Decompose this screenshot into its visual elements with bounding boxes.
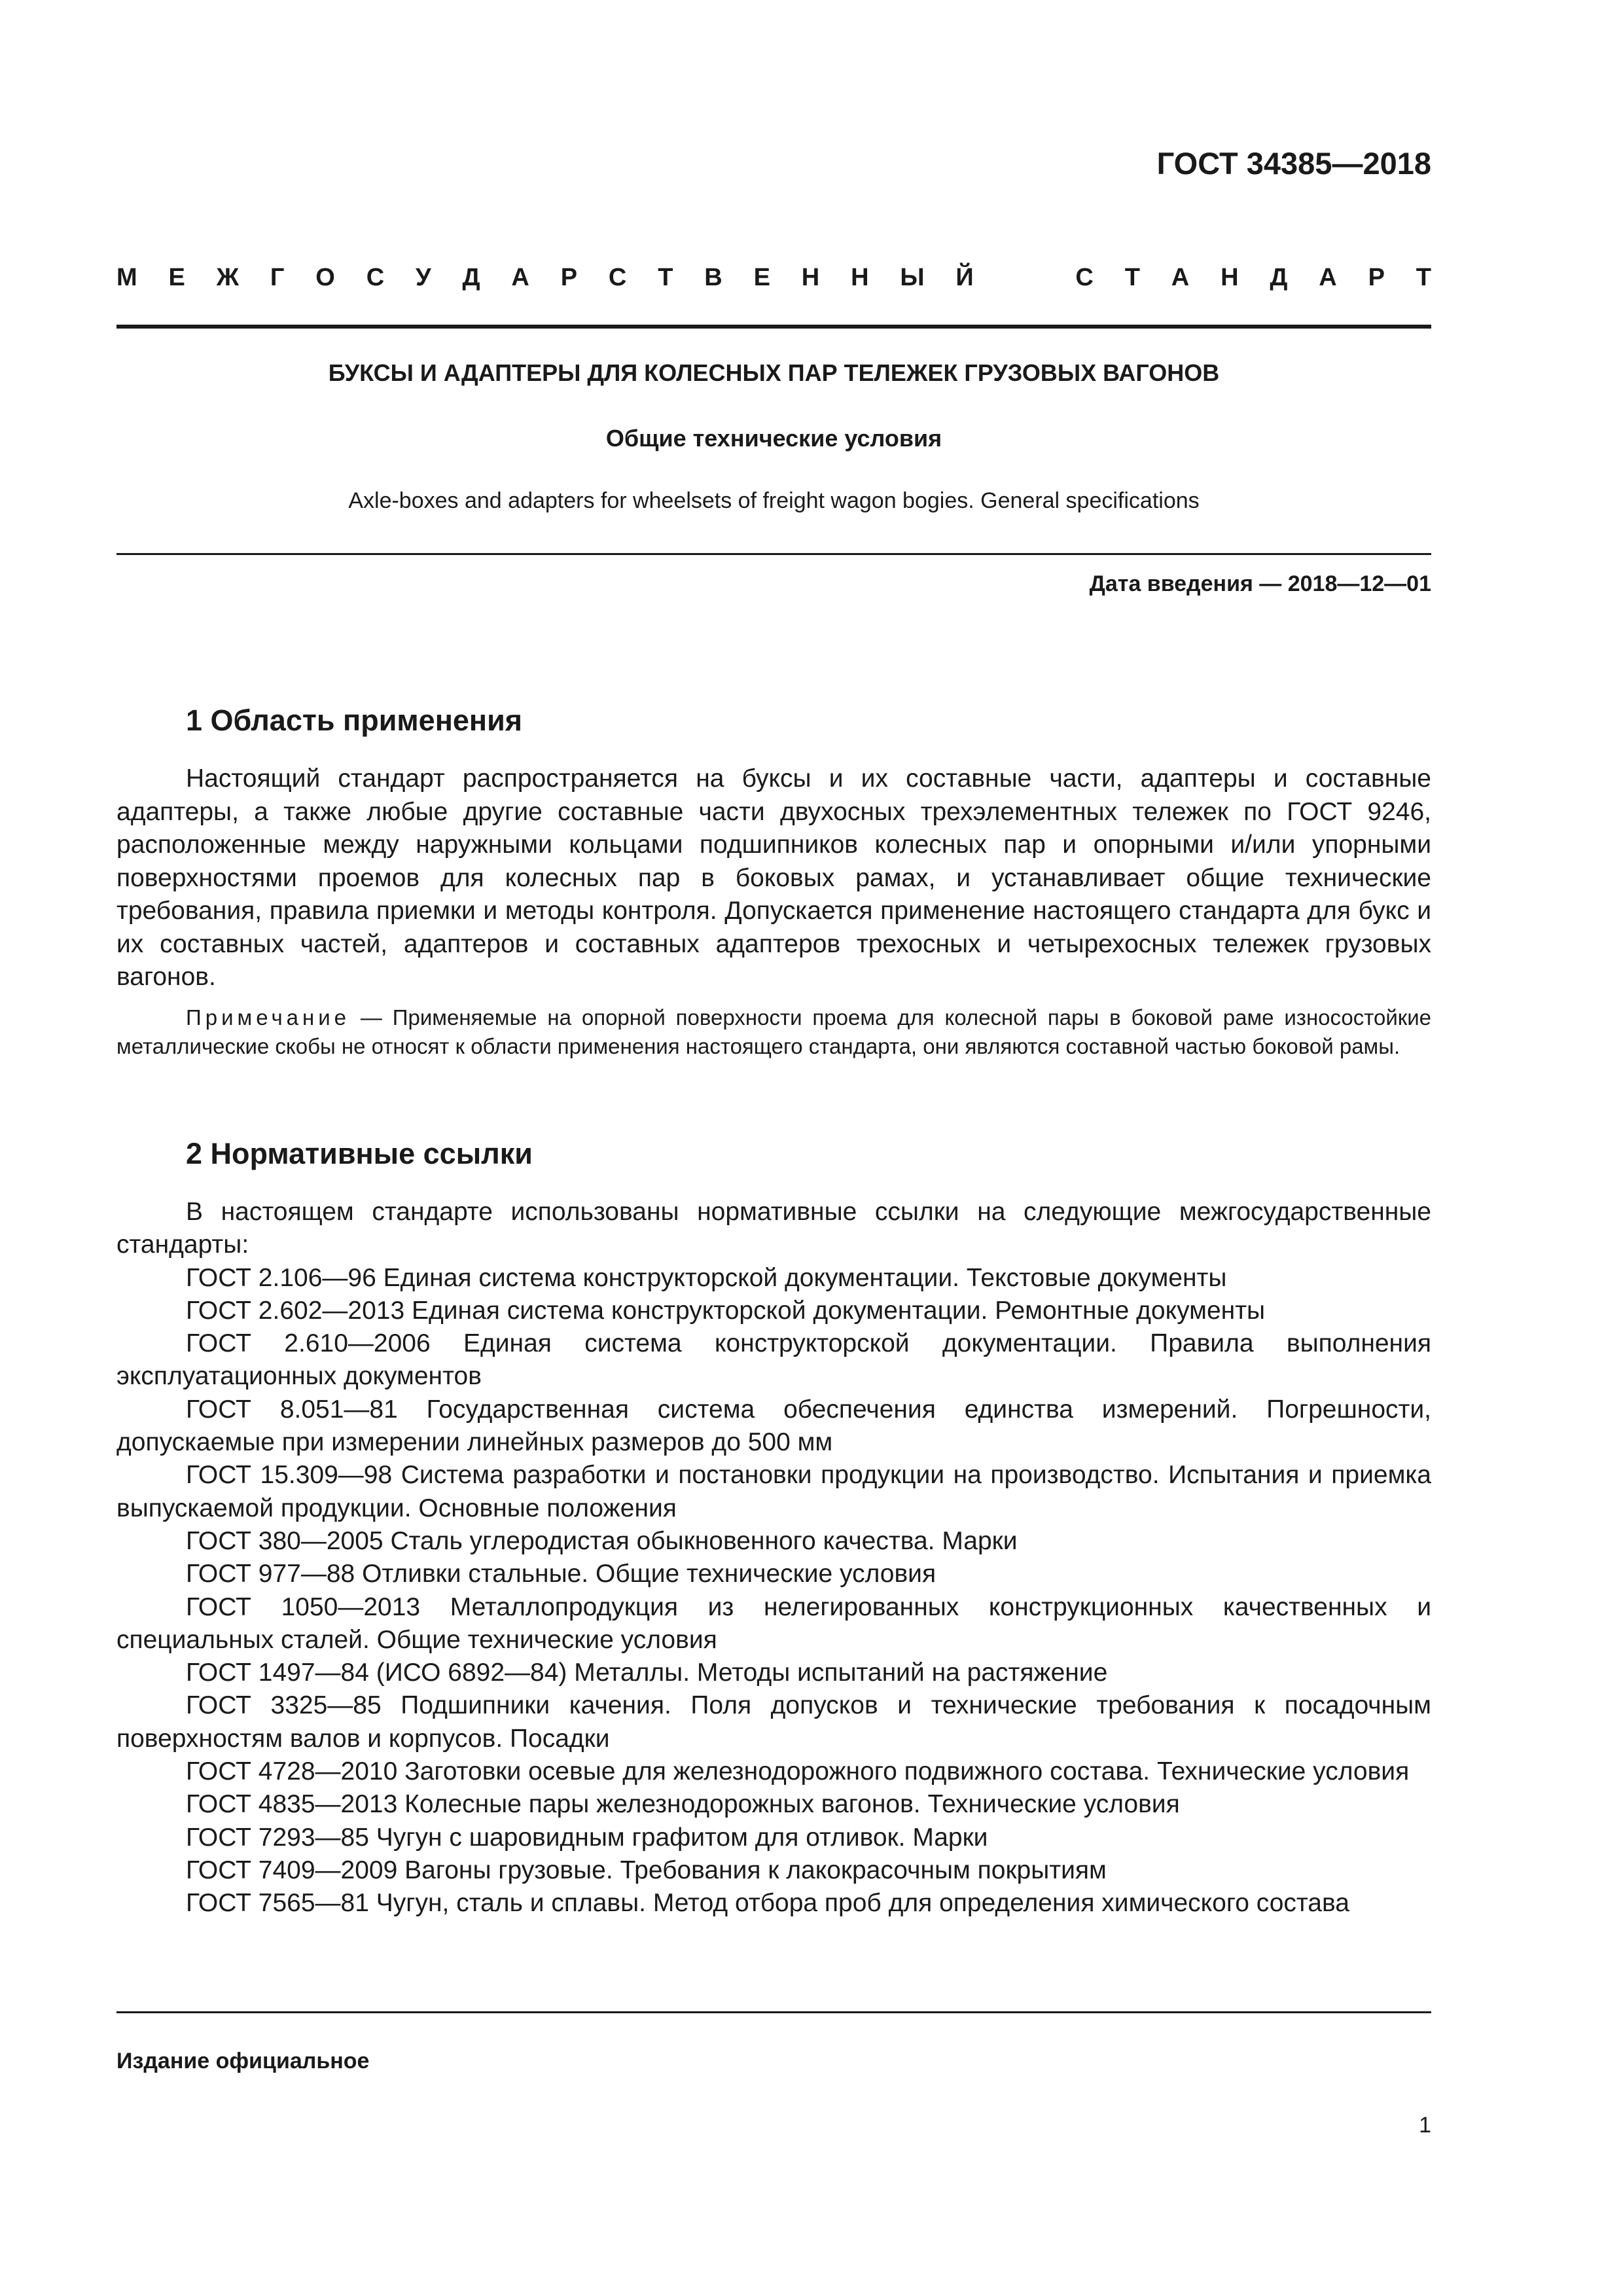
footer-rule <box>116 2011 1431 2013</box>
references-intro: В настоящем стандарте использованы нормативные ссылки на следующие межгосударственные стандарты: <box>116 1198 1431 1259</box>
document-subtitle: Общие технические условия <box>605 425 942 452</box>
banner-letter: У <box>416 264 431 291</box>
banner-letter: А <box>1319 264 1337 291</box>
banner-letter: Ж <box>216 264 240 291</box>
section-1-paragraph: Настоящий стандарт распространяется на буксы и их составные части, адаптеры и составные адаптеры, а также любые другие составные части двухосных трехэлементных тележек по ГОСТ 9246, расположенные между наружными кольцами подшипников колесных пар и опорными и/или упорными поверхностями проемов для колесных пар в боковых рамах, и устанавливает общие технические требования, правила приемки и методы контроля. Допускается применение настоящего стандарта для букс и их составных частей, адаптеров и составных адаптеров трехосных и четырехосных тележек грузовых вагонов. <box>116 764 1431 991</box>
section-1-note <box>116 1003 1431 1061</box>
banner-letter: Е <box>753 264 770 291</box>
page-number: 1 <box>1419 2113 1431 2138</box>
intro-date: Дата введения — 2018—12—01 <box>1089 571 1431 596</box>
banner-letter: Г <box>270 264 285 291</box>
banner-letter: Ы <box>900 264 925 291</box>
interstate-standard-banner <box>116 264 1431 292</box>
header-rule <box>116 325 1431 329</box>
note-label: Примечание <box>186 1005 351 1030</box>
banner-letter: М <box>116 264 137 291</box>
banner-letter: С <box>608 264 627 291</box>
title-rule <box>116 553 1431 555</box>
banner-letter: Н <box>851 264 869 291</box>
document-designation: ГОСТ 34385—2018 <box>1156 146 1431 181</box>
reference-item: ГОСТ 2.602—2013 Единая система конструкторской документации. Ремонтные документы <box>186 1296 1266 1325</box>
banner-letter: Т <box>1416 264 1431 291</box>
reference-item: ГОСТ 4835—2013 Колесные пары железнодорожных вагонов. Технические условия <box>186 1790 1180 1819</box>
section-2-heading: 2 Нормативные ссылки <box>186 1137 533 1170</box>
reference-item: ГОСТ 2.610—2006 Единая система конструкторской документации. Правила выполнения эксплуатационных документов <box>116 1329 1431 1391</box>
reference-item: ГОСТ 8.051—81 Государственная система обеспечения единства измерений. Погрешности, допускаемые при измерении линейных размеров до 500 мм <box>116 1395 1431 1457</box>
reference-item: ГОСТ 7409—2009 Вагоны грузовые. Требования к лакокрасочным покрытиям <box>186 1856 1107 1884</box>
banner-letter: Й <box>955 264 974 291</box>
reference-item: ГОСТ 3325—85 Подшипники качения. Поля допусков и технические требования к посадочным поверхностям валов и корпусов. Посадки <box>116 1691 1431 1753</box>
banner-letter: С <box>366 264 385 291</box>
note-text: — Применяемые на опорной поверхности проема для колесной пары в боковой раме износостойкие металлические скобы не относят к области применения настоящего стандарта, они являются составной частью боковой рамы. <box>116 1005 1431 1058</box>
banner-letter: Р <box>1368 264 1385 291</box>
reference-item: ГОСТ 380—2005 Сталь углеродистая обыкновенного качества. Марки <box>186 1526 1018 1555</box>
references-list <box>116 1196 1431 1920</box>
section-1-body <box>116 762 1431 994</box>
reference-item: ГОСТ 1497—84 (ИСО 6892—84) Металлы. Методы испытаний на растяжение <box>186 1659 1108 1687</box>
document-title: БУКСЫ И АДАПТЕРЫ ДЛЯ КОЛЕСНЫХ ПАР ТЕЛЕЖЕК ГРУЗОВЫХ ВАГОНОВ <box>328 359 1220 386</box>
banner-letter: Н <box>801 264 820 291</box>
banner-gap <box>1005 264 1044 292</box>
banner-letter: Д <box>462 264 480 291</box>
banner-letter: А <box>511 264 529 291</box>
edition-label: Издание официальное <box>116 2049 370 2073</box>
english-title: Axle-boxes and adapters for wheelsets of freight wagon bogies. General specifications <box>348 488 1200 513</box>
banner-letter: О <box>315 264 335 291</box>
banner-letter: Т <box>658 264 673 291</box>
banner-letter: Т <box>1124 264 1140 291</box>
reference-item: ГОСТ 1050—2013 Металлопродукция из нелегированных конструкционных качественных и специальных сталей. Общие технические условия <box>116 1592 1431 1654</box>
reference-item: ГОСТ 4728—2010 Заготовки осевые для железнодорожного подвижного состава. Технические условия <box>186 1757 1410 1786</box>
banner-letter: В <box>704 264 722 291</box>
banner-letter: Р <box>560 264 578 291</box>
banner-letter: А <box>1171 264 1190 291</box>
reference-item: ГОСТ 15.309—98 Система разработки и постановки продукции на производство. Испытания и приемка выпускаемой продукции. Основные положения <box>116 1461 1431 1522</box>
banner-letter: С <box>1075 264 1094 291</box>
banner-letter: Н <box>1221 264 1239 291</box>
banner-letter: Д <box>1270 264 1288 291</box>
banner-letter: Е <box>168 264 185 291</box>
section-1-heading: 1 Область применения <box>186 704 523 737</box>
reference-item: ГОСТ 7565—81 Чугун, сталь и сплавы. Метод отбора проб для определения химического состава <box>186 1889 1349 1918</box>
reference-item: ГОСТ 2.106—96 Единая система конструкторской документации. Текстовые документы <box>186 1263 1227 1292</box>
reference-item: ГОСТ 977—88 Отливки стальные. Общие технические условия <box>186 1560 936 1588</box>
reference-item: ГОСТ 7293—85 Чугун с шаровидным графитом для отливок. Марки <box>186 1823 988 1852</box>
